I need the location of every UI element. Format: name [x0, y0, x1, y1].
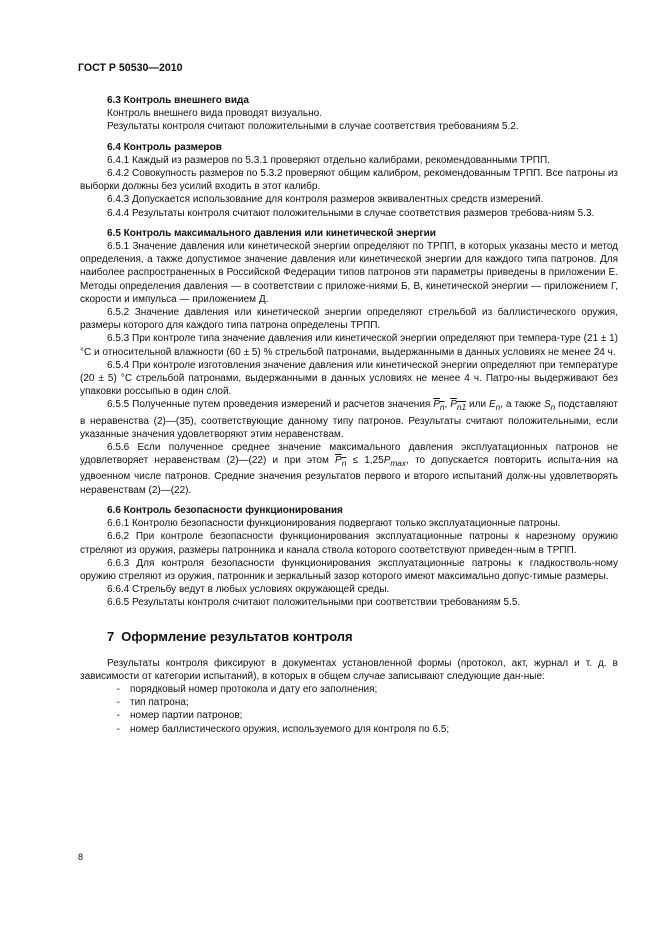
paragraph: 6.4.1 Каждый из размеров по 5.3.1 проверяют отдельно калибрами, рекомендованными ТРПП. [107, 154, 550, 166]
paragraph: 6.4.3 Допускается использование для контроля размеров эквивалентных средств измерений. [107, 194, 544, 206]
section-6-4-title: 6.4 Контроль размеров [107, 141, 222, 153]
section-title-text: Оформление результатов контроля [121, 628, 353, 644]
paragraph: 6.5.2 Значение давления или кинетической энергии определяют стрельбой из баллистического оружия, размеры которого для каждого типа патрона определены ТРПП. [80, 307, 618, 332]
paragraph: 6.5.4 При контроле изготовления значение давления или кинетической энергии определяют при температуре (20 ± 5) °С стрельбой патронами, выдержанными в данных условиях не менее 4 ч. Патро-ны выдерживают без упаковки россыпью в один слой. [80, 359, 618, 398]
paragraph: 6.4.4 Результаты контроля считают положительными в случае соответствия размеров требова-ниям 5.3. [107, 207, 595, 219]
formula: $P_{max}$ [383, 455, 407, 469]
paragraph: Контроль внешнего вида проводят визуально. [107, 108, 322, 120]
formula: $P_n$ [335, 455, 347, 469]
list-item-text: порядковый номер протокола и дату его заполнения; [130, 683, 378, 695]
section-6-5-title: 6.5 Контроль максимального давления или кинетической энергии [107, 227, 436, 239]
paragraph: 6.5.1 Значение давления или кинетической энергии определяют по ТРПП, в которых указаны место и метод определения, а также допустимое значение давления или кинетической энергии для каждого типа патронов. Для наиболее распространенных в Российской Федерации типов патронов эти параметры приведены в приложении Е. Методы определения давления — в соответствии с приложе-ниями Б, В, кинетической энергии — приложением Г, скорости и импульса — приложением Д. [80, 241, 618, 305]
text-run: 6.5.6 Если полученное среднее значение максимального давления эксплуатационных патронов не удовлетворяет неравенствам (2)—(22) и при этом [80, 442, 618, 467]
paragraph: 6.6.5 Результаты контроля считают положительными при соответствии требованиям 5.5. [107, 597, 521, 609]
section-6-6-title: 6.6 Контроль безопасности функционирования [107, 504, 343, 516]
formula: $S_n$ [543, 399, 556, 413]
list-item: - номер баллистического оружия, используемого для контроля по 6.5; [116, 723, 450, 735]
paragraph: 6.6.4 Стрельбу ведут в любых условиях окружающей среды. [107, 584, 390, 596]
paragraph: 6.6.2 При контроле безопасности функционирования эксплуатационные патроны к нарезному оружию стреляют из оружия, размеры патронника и канала ствола которого соответствуют приведен-ным в ТРПП. [80, 531, 618, 556]
formula: $E_n$ [488, 399, 501, 413]
section-number: 7 [107, 628, 115, 644]
formula: $P_{n1}$ [450, 399, 467, 413]
list-item-text: номер партии патронов; [130, 710, 243, 722]
page-number: 8 [78, 852, 84, 862]
paragraph: 6.4.2 Совокупность размеров по 5.3.2 проверяют общим калибром, рекомендованным ТРПП. Все патроны из выборки должны без усилий входить в этот калибр. [80, 168, 618, 193]
paragraph: 6.6.1 Контролю безопасности функционирования подвергают только эксплуатационные патроны. [107, 518, 561, 530]
list-item: - порядковый номер протокола и дату его заполнения; [116, 683, 378, 695]
paragraph: 6.5.3 При контроле типа значение давления или кинетической энергии определяют при темпера-туре (21 ± 1) °С и относительной влажности (60 ± 5) % стрельбой патронами, выдержанными в данных условиях не менее 24 ч. [80, 333, 618, 358]
text-run: подставляют в неравенства (2)—(35), соответствующие данному типу патронов. Результаты считают положительными, если указанные значения удовлетворяют этим неравенствам. [80, 399, 618, 440]
section-6-3-title: 6.3 Контроль внешнего вида [107, 95, 249, 106]
paragraph: Результаты контроля считают положительными в случае соответствия требованиям 5.2. [107, 121, 519, 133]
list-item: - номер партии патронов; [116, 710, 243, 722]
paragraph: 6.6.3 Для контроля безопасности функционирования эксплуатационные патроны к гладкостволь-ному оружию стреляют из оружия, патронник и зеркальный зазор которого имеют максимально допус-тимые размеры. [80, 557, 618, 582]
formula: $P_n$ [433, 399, 445, 413]
section-7-title [107, 629, 618, 645]
paragraph-6-5-6: 6.5.6 Если полученное среднее значение максимального давления эксплуатационных патронов не удовлетворяет неравенствам (2)—(22) и при этом $P_n \le 1,25P_{max}$, то допускается повторить испыта-ния на удвоенном числе патронов. Средние значения результатов первого и второго испытаний долж-ны удовлетворять неравенствам (2)—(22). [80, 442, 619, 496]
text-run: 6.5.5 Полученные путем проведения измерений и расчетов значения [107, 399, 434, 411]
list-item: - тип патрона; [116, 697, 189, 709]
standard-header: ГОСТ Р 50530—2010 [78, 62, 183, 74]
document-body [80, 94, 618, 736]
paragraph-6-5-5: 6.5.5 Полученные путем проведения измерений и расчетов значения $P_n$, $P_{n1}$ или $E_n$, а также $S_n$ подставляют в неравенства (2)—(35), соответствующие данному типу патронов. Результаты считают положительными, если указанные значения удовлетворяют этим неравенствам. [80, 399, 618, 440]
list-item-text: номер баллистического оружия, используемого для контроля по 6.5; [130, 723, 450, 735]
list-item-text: тип патрона; [130, 697, 189, 709]
text-run: , то допускается повторить испыта-ния на удвоенном числе патронов. Средние значения результатов первого и второго испытаний долж-ны удовлетворять неравенствам (2)—(22). [80, 455, 619, 496]
paragraph: Результаты контроля фиксируют в документах установленной формы (протокол, акт, журнал и т. д. в зависимости от категории испытаний), в которых в общем случае записывают следующие дан-ные: [80, 657, 618, 682]
